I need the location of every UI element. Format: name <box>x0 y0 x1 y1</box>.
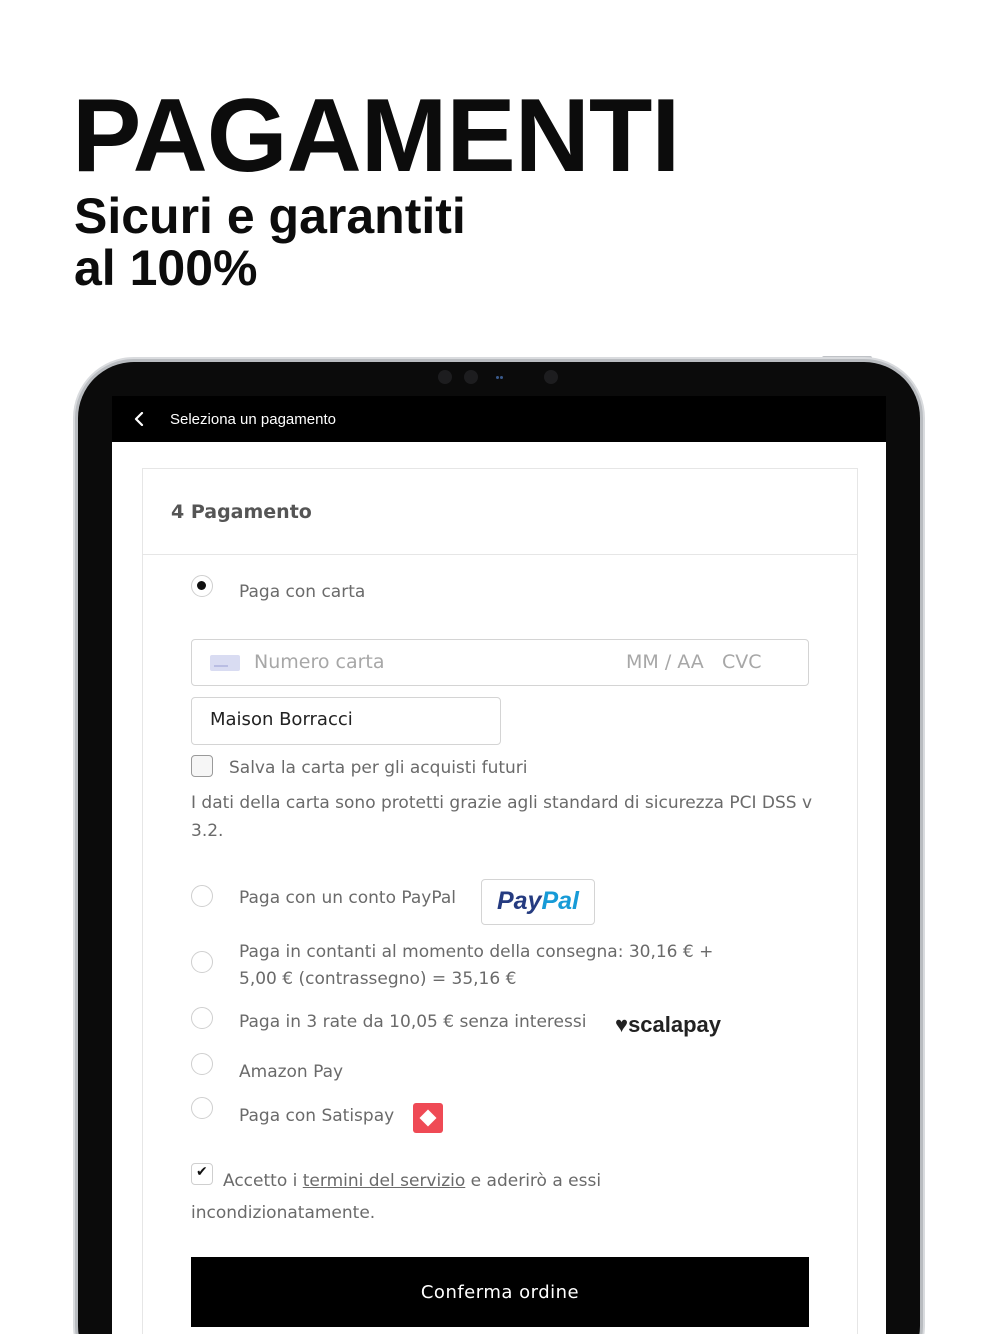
paypal-logo <box>481 879 595 925</box>
cardholder-name-field[interactable]: Maison Borracci <box>191 697 501 745</box>
save-card-checkbox[interactable] <box>191 755 213 777</box>
radio-pay-card[interactable] <box>191 575 213 597</box>
radio-pay-paypal[interactable] <box>191 885 213 907</box>
option-label-satispay: Paga con Satispay <box>239 1106 395 1126</box>
promo-subtitle-line2: al 100% <box>74 240 258 296</box>
tablet-volume-down-button <box>920 482 925 522</box>
promo-subtitle-line1: Sicuri e garantiti <box>74 188 466 244</box>
paypal-logo-pay: Pay <box>496 887 542 915</box>
option-label-installments: Paga in 3 rate da 10,05 € senza interessi <box>239 1012 587 1032</box>
camera-sensor <box>438 370 452 384</box>
terms-text <box>191 1165 771 1229</box>
save-card-label: Salva la carta per gli acquisti futuri <box>229 758 528 778</box>
option-label-card: Paga con carta <box>239 582 366 602</box>
scalapay-logo: ♥scalapay <box>615 1012 722 1037</box>
option-label-cash-line2: 5,00 € (contrassegno) = 35,16 € <box>239 969 517 989</box>
option-label-paypal: Paga con un conto PayPal <box>239 888 456 908</box>
confirm-order-button[interactable]: Conferma ordine <box>191 1257 809 1327</box>
card-number-field[interactable] <box>191 639 809 686</box>
terms-link[interactable]: termini del servizio <box>302 1171 466 1191</box>
back-arrow-icon[interactable] <box>134 412 148 426</box>
payment-panel <box>142 468 858 1334</box>
camera-sensor <box>464 370 478 384</box>
promo-subtitle <box>74 190 466 294</box>
tablet-screen <box>112 396 886 1334</box>
paypal-logo-pal: Pal <box>541 887 579 915</box>
tablet-top-button <box>822 356 872 361</box>
camera-indicator <box>500 376 503 379</box>
security-note: I dati della carta sono protetti grazie agli standard di sicurezza PCI DSS v 3.2. <box>191 793 813 841</box>
camera-indicator <box>496 376 499 379</box>
terms-line2: incondizionatamente. <box>191 1203 376 1223</box>
terms-suffix: e aderirò a essi <box>465 1171 602 1191</box>
card-cvc-placeholder[interactable]: CVC <box>722 651 762 673</box>
radio-pay-installments[interactable] <box>191 1007 213 1029</box>
radio-pay-satispay[interactable] <box>191 1097 213 1119</box>
card-number-placeholder: Numero carta <box>254 651 385 673</box>
app-bar <box>112 396 886 442</box>
satispay-icon <box>413 1103 443 1133</box>
card-icon <box>210 655 240 671</box>
radio-pay-amazon[interactable] <box>191 1053 213 1075</box>
option-label-amazon: Amazon Pay <box>239 1062 344 1082</box>
tablet-volume-up-button <box>920 438 925 474</box>
option-label-cash-line1: Paga in contanti al momento della consegna: 30,16 € + <box>239 942 714 962</box>
promo-title: PAGAMENTI <box>72 78 680 194</box>
terms-prefix: Accetto i <box>223 1171 303 1191</box>
camera-lens <box>544 370 558 384</box>
app-bar-title: Seleziona un pagamento <box>170 410 336 428</box>
section-title: 4 Pagamento <box>143 469 857 555</box>
radio-pay-cash[interactable] <box>191 951 213 973</box>
card-expiry-placeholder[interactable]: MM / AA <box>626 651 704 673</box>
